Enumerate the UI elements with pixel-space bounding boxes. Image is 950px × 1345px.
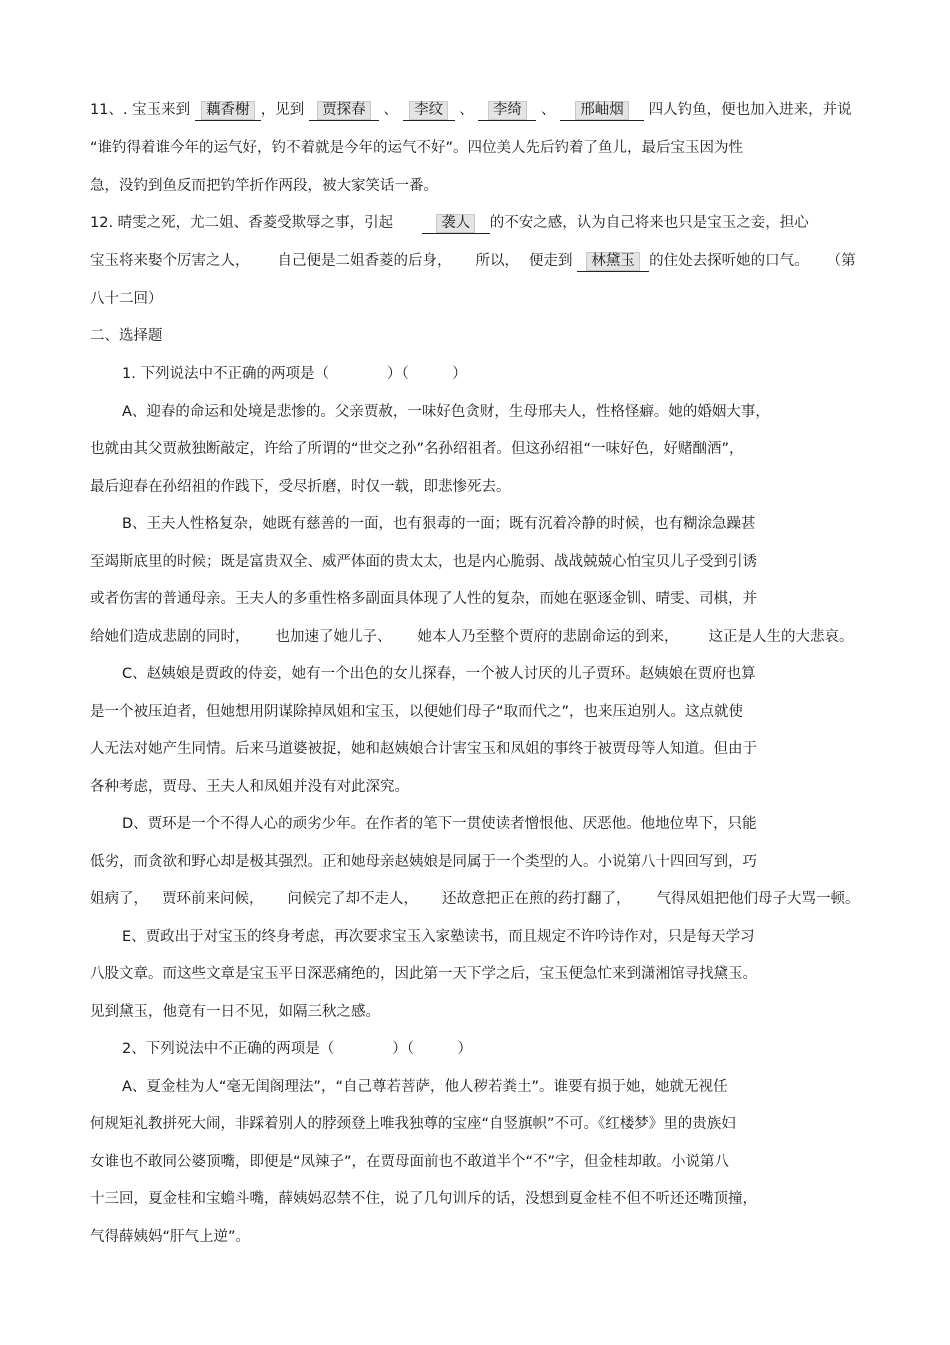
- mc1-option-c-line: C、赵姨娘是贾政的侍妾，她有一个出色的女儿探春，一个被人讨厌的儿子贾环。赵姨娘在贾府也算: [122, 666, 756, 682]
- mc2-option-a-line: A、夏金桂为人“毫无闺阁理法”，“自己尊若菩萨，他人秽若粪土”。谁要有损于她，她就无视任: [122, 1079, 728, 1095]
- q12-text: 宝玉将来娶个厉害之人，: [90, 253, 250, 269]
- answer-liqi: 李绮: [488, 101, 527, 120]
- text-segment: 还故意把正在煎的药打翻了，: [442, 891, 631, 907]
- q11-blank-2: [309, 100, 379, 121]
- q11-text: 四人钓鱼，便也加入进来，并说: [648, 102, 852, 118]
- mc1-option-c-line: 各种考虑，贾母、王夫人和凤姐并没有对此深究。: [90, 779, 409, 795]
- mc1-stem: 1. 下列说法中不正确的两项是（ ）（ ）: [122, 366, 467, 382]
- mc1-option-a-line: 最后迎春在孙绍祖的作践下，受尽折磨，时仅一载，即悲惨死去。: [90, 479, 511, 495]
- mc1-option-a-line: A、迎春的命运和处境是悲惨的。父亲贾赦，一味好色贪财，生母邢夫人，性格怪癖。她的婚姻大事，: [122, 404, 770, 420]
- q11-blank-5: [560, 100, 644, 121]
- q12-text: 的不安之感，认为自己将来也只是宝玉之妾，担心: [489, 215, 809, 231]
- mc2-stem: 2、下列说法中不正确的两项是（ ）（ ）: [122, 1041, 472, 1057]
- text-segment: 贾环前来问候，: [162, 891, 264, 907]
- q12-text: 12. 晴雯之死，尤二姐、香菱受欺辱之事，引起: [90, 215, 394, 231]
- mc1-option-b-line: B、王夫人性格复杂，她既有慈善的一面，也有狠毒的一面；既有沉着冷静的时候，也有糊涂急躁甚: [122, 516, 756, 532]
- text-segment: 姐病了，: [90, 891, 148, 907]
- answer-ouxiangxie: 藕香榭: [201, 101, 255, 120]
- q12-text: 的住处去探听她的口气。: [649, 253, 809, 269]
- text-segment: 也加速了她儿子、: [275, 629, 392, 645]
- mc1-option-b-line: [90, 627, 854, 647]
- mc2-option-a-line: 气得薛姨妈“肝气上逆”。: [90, 1229, 251, 1245]
- q11-blank-4: [478, 100, 536, 121]
- section-title: 二、选择题: [90, 328, 163, 344]
- q12-line-1: [90, 213, 809, 234]
- q11-line-1: [90, 100, 852, 121]
- answer-tanchun: 贾探春: [317, 101, 371, 120]
- text-segment: 气得凤姐把他们母子大骂一顿。: [656, 891, 860, 907]
- separator: 、: [540, 102, 556, 118]
- q12-blank-2: [577, 251, 649, 272]
- mc1-option-c-line: 是一个被压迫者，但她想用阴谋除掉凤姐和宝玉，以便她们母子“取而代之”，也来压迫别人。这点就使: [90, 704, 744, 720]
- mc1-option-d-line: [90, 889, 860, 909]
- mc1-option-d-line: 低劣，而贪欲和野心却是极其强烈。正和她母亲赵姨娘是同属于一个类型的人。小说第八十四回写到，巧: [90, 854, 757, 870]
- q11-text: ，见到: [260, 102, 305, 118]
- answer-liwen: 李纹: [409, 101, 448, 120]
- q12-line-2: [90, 251, 856, 272]
- q11-blank-3: [403, 100, 455, 121]
- q12-line-3: 八十二回）: [90, 291, 163, 307]
- text-segment: 她本人乃至整个贾府的悲剧命运的到来，: [417, 629, 679, 645]
- q12-text: （第: [826, 253, 856, 269]
- mc1-option-e-line: 见到黛玉，他竟有一日不见，如隔三秋之感。: [90, 1004, 380, 1020]
- answer-xiren: 袭人: [436, 214, 475, 233]
- mc2-option-a-line: 女谁也不敢同公婆顶嘴，即便是“凤辣子”，在贾母面前也不敢道半个“不”字，但金桂却敢。小说第八: [90, 1154, 730, 1170]
- text-segment: 问候完了却不走人，: [287, 891, 418, 907]
- mc2-option-a-line: 十三回，夏金桂和宝蟾斗嘴，薛姨妈忍禁不住，说了几句训斥的话，没想到夏金桂不但不听还还嘴顶撞，: [90, 1191, 757, 1207]
- text-segment: 这正是人生的大悲哀。: [708, 629, 854, 645]
- q11-line-2: “谁钓得着谁今年的运气好，钓不着就是今年的运气不好”。四位美人先后钓着了鱼儿，最后宝玉因为性: [90, 140, 744, 156]
- q12-text: 便走到: [529, 253, 573, 269]
- mc1-option-b-line: 至竭斯底里的时候；既是富贵双全、威严体面的贵太太，也是内心脆弱、战战兢兢心怕宝贝儿子受到引诱: [90, 554, 757, 570]
- q11-blank-1: [195, 100, 261, 121]
- mc1-option-b-line: 或者伤害的普通母亲。王夫人的多重性格多副面具体现了人性的复杂，而她在驱逐金钏、晴雯、司棋，并: [90, 591, 757, 607]
- mc1-option-e-line: E、贾政出于对宝玉的终身考虑，再次要求宝玉入家塾读书，而且规定不许吟诗作对，只是每天学习: [122, 929, 755, 945]
- q12-text: 自己便是二姐香菱的后身，: [277, 253, 452, 269]
- separator: 、: [459, 102, 474, 118]
- q11-line-3: 急，没钓到鱼反而把钓竿折作两段，被大家笑话一番。: [90, 178, 438, 194]
- mc2-option-a-line: 何规矩礼教拼死大闹，非踩着别人的脖颈登上唯我独尊的宝座“自竖旗帜”不可。《红楼梦》里的贵族妇: [90, 1116, 736, 1132]
- separator: 、: [383, 102, 398, 118]
- mc1-option-a-line: 也就由其父贾赦独断敲定，许给了所谓的“世交之孙”名孙绍祖者。但这孙绍祖“一味好色，好赌酗酒”，: [90, 441, 744, 457]
- mc1-option-d-line: D、贾环是一个不得人心的顽劣少年。在作者的笔下一贯使读者憎恨他、厌恶他。他地位卑下，只能: [122, 816, 757, 832]
- text-segment: 给她们造成悲剧的同时，: [90, 629, 250, 645]
- answer-lindaiyu: 林黛玉: [586, 252, 640, 271]
- q11-text: 11、. 宝玉来到: [90, 102, 191, 118]
- q12-blank-1: [422, 213, 490, 234]
- mc1-option-e-line: 八股文章。而这些文章是宝玉平日深恶痛绝的，因此第一天下学之后，宝玉便急忙来到潇湘馆寻找黛玉。: [90, 966, 757, 982]
- answer-xingxiuyan: 邢岫烟: [575, 101, 629, 120]
- q12-text: 所以，: [475, 253, 519, 269]
- mc1-option-c-line: 人无法对她产生同情。后来马道婆被捉，她和赵姨娘合计害宝玉和凤姐的事终于被贾母等人知道。但由于: [90, 741, 757, 757]
